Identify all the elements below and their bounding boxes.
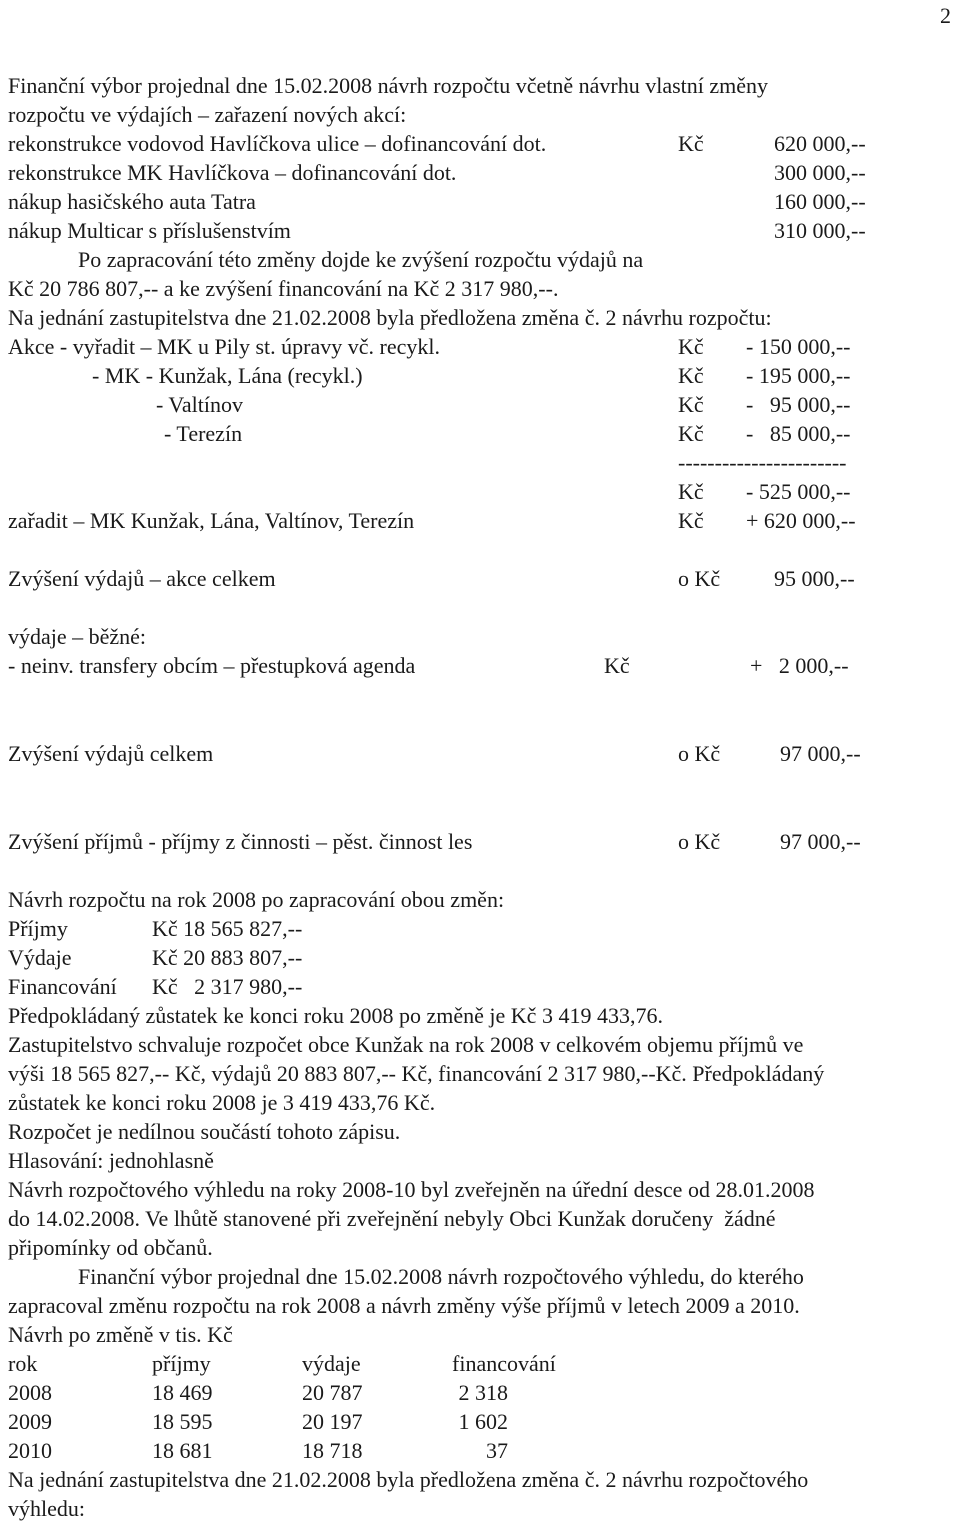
- table-cell: 2009: [8, 1409, 52, 1434]
- table-header-cell: výdaje: [302, 1351, 361, 1376]
- text-line-l03a: Kč: [678, 131, 704, 156]
- text-line-l09: Na jednání zastupitelstva dne 21.02.2008 byla předložena změna č. 2 návrhu rozpočtu:: [8, 305, 772, 330]
- table-cell: 20 787: [302, 1380, 363, 1405]
- text-line-l15a: Kč: [678, 479, 704, 504]
- text-line-l16b: + 620 000,--: [746, 508, 856, 533]
- text-line-l03b: 620 000,--: [774, 131, 866, 156]
- text-line-l01: Finanční výbor projednal dne 15.02.2008 návrh rozpočtu včetně návrhu vlastní změny: [8, 73, 769, 98]
- table-cell: 2010: [8, 1438, 52, 1463]
- text-line-l31: Hlasování: jednohlasně: [8, 1148, 214, 1173]
- text-line-l19: - neinv. transfery obcím – přestupková agenda: [8, 653, 416, 678]
- text-line-l10b: - 150 000,--: [746, 334, 851, 359]
- text-line-l05: nákup hasičského auta Tatra: [8, 189, 256, 214]
- text-line-l08: Kč 20 786 807,-- a ke zvýšení financování na Kč 2 317 980,--.: [8, 276, 559, 301]
- text-line-l05b: 160 000,--: [774, 189, 866, 214]
- text-line-l16: zařadit – MK Kunžak, Lána, Valtínov, Terezín: [8, 508, 415, 533]
- text-line-l12a: Kč: [678, 392, 704, 417]
- text-line-l13b: - 85 000,--: [746, 421, 851, 446]
- table-cell: 2 318: [458, 1380, 508, 1405]
- table-cell: 20 197: [302, 1409, 363, 1434]
- text-line-l24b: Kč 20 883 807,--: [152, 945, 303, 970]
- text-line-l23a: Příjmy: [8, 916, 68, 941]
- text-line-l23b: Kč 18 565 827,--: [152, 916, 303, 941]
- text-line-l19b: + 2 000,--: [750, 653, 849, 678]
- text-line-l35: Finanční výbor projednal dne 15.02.2008 návrh rozpočtového výhledu, do kterého: [78, 1264, 804, 1289]
- table-cell: 18 718: [302, 1438, 363, 1463]
- text-line-l07: Po zapracování této změny dojde ke zvýšení rozpočtu výdajů na: [78, 247, 644, 272]
- text-line-l21: Zvýšení příjmů - příjmy z činnosti – pěst. činnost les: [8, 829, 473, 854]
- text-line-l03: rekonstrukce vodovod Havlíčkova ulice – dofinancování dot.: [8, 131, 547, 156]
- text-line-l11a: Kč: [678, 363, 704, 388]
- text-line-l37: Návrh po změně v tis. Kč: [8, 1322, 233, 1347]
- text-line-l25b: Kč 2 317 980,--: [152, 974, 303, 999]
- text-line-l28: výši 18 565 827,-- Kč, výdajů 20 883 807,-- Kč, financování 2 317 980,--Kč. Předpokládaný: [8, 1061, 825, 1086]
- text-line-l24a: Výdaje: [8, 945, 72, 970]
- text-line-l10: Akce - vyřadit – MK u Pily st. úpravy vč. recykl.: [8, 334, 440, 359]
- text-line-l06: nákup Multicar s příslušenstvím: [8, 218, 291, 243]
- text-line-l20b: 97 000,--: [780, 741, 861, 766]
- table-header-cell: rok: [8, 1351, 38, 1376]
- text-line-l21a: o Kč: [678, 829, 721, 854]
- text-line-l34: připomínky od občanů.: [8, 1235, 213, 1260]
- text-line-l11b: - 195 000,--: [746, 363, 851, 388]
- text-line-l17: Zvýšení výdajů – akce celkem: [8, 566, 276, 591]
- text-line-l20: Zvýšení výdajů celkem: [8, 741, 214, 766]
- text-line-l12: - Valtínov: [156, 392, 243, 417]
- text-line-l20a: o Kč: [678, 741, 721, 766]
- text-line-l10a: Kč: [678, 334, 704, 359]
- page-number: 2: [940, 3, 951, 28]
- text-line-l13a: Kč: [678, 421, 704, 446]
- text-line-l06b: 310 000,--: [774, 218, 866, 243]
- text-line-l27: Zastupitelstvo schvaluje rozpočet obce Kunžak na rok 2008 v celkovém objemu příjmů ve: [8, 1032, 804, 1057]
- text-line-l19a: Kč: [604, 653, 630, 678]
- table-header-cell: financování: [452, 1351, 556, 1376]
- text-line-l44: Na jednání zastupitelstva dne 21.02.2008 byla předložena změna č. 2 návrhu rozpočtového: [8, 1467, 809, 1492]
- text-line-l32: Návrh rozpočtového výhledu na roky 2008-10 byl zveřejněn na úřední desce od 28.01.2008: [8, 1177, 815, 1202]
- text-line-l04b: 300 000,--: [774, 160, 866, 185]
- text-line-l13: - Terezín: [164, 421, 243, 446]
- table-header-cell: příjmy: [152, 1351, 211, 1376]
- text-line-l30: Rozpočet je nedílnou součástí tohoto zápisu.: [8, 1119, 401, 1144]
- text-line-l18: výdaje – běžné:: [8, 624, 147, 649]
- text-line-l15b: - 525 000,--: [746, 479, 851, 504]
- text-line-l14: -----------------------: [678, 450, 847, 475]
- table-cell: 18 469: [152, 1380, 213, 1405]
- text-line-l45: výhledu:: [8, 1496, 85, 1521]
- text-line-l16a: Kč: [678, 508, 704, 533]
- text-line-l02: rozpočtu ve výdajích – zařazení nových akcí:: [8, 102, 407, 127]
- table-cell: 18 595: [152, 1409, 213, 1434]
- text-line-l33: do 14.02.2008. Ve lhůtě stanovené při zveřejnění nebyly Obci Kunžak doručeny žádné: [8, 1206, 776, 1231]
- text-line-l04: rekonstrukce MK Havlíčkova – dofinancování dot.: [8, 160, 457, 185]
- text-line-l26: Předpokládaný zůstatek ke konci roku 2008 po změně je Kč 3 419 433,76.: [8, 1003, 663, 1028]
- text-line-l12b: - 95 000,--: [746, 392, 851, 417]
- text-line-l29: zůstatek ke konci roku 2008 je 3 419 433,76 Kč.: [8, 1090, 436, 1115]
- table-cell: 18 681: [152, 1438, 213, 1463]
- table-cell: 2008: [8, 1380, 52, 1405]
- text-line-l22: Návrh rozpočtu na rok 2008 po zapracování obou změn:: [8, 887, 505, 912]
- text-line-l21b: 97 000,--: [780, 829, 861, 854]
- text-line-l11: - MK - Kunžak, Lána (recykl.): [92, 363, 363, 388]
- table-cell: 1 602: [458, 1409, 508, 1434]
- table-cell: 37: [486, 1438, 508, 1463]
- text-line-l17a: o Kč: [678, 566, 721, 591]
- text-line-l25a: Financování: [8, 974, 117, 999]
- text-line-l36: zapracoval změnu rozpočtu na rok 2008 a návrh změny výše příjmů v letech 2009 a 2010.: [8, 1293, 800, 1318]
- text-line-l17b: 95 000,--: [774, 566, 855, 591]
